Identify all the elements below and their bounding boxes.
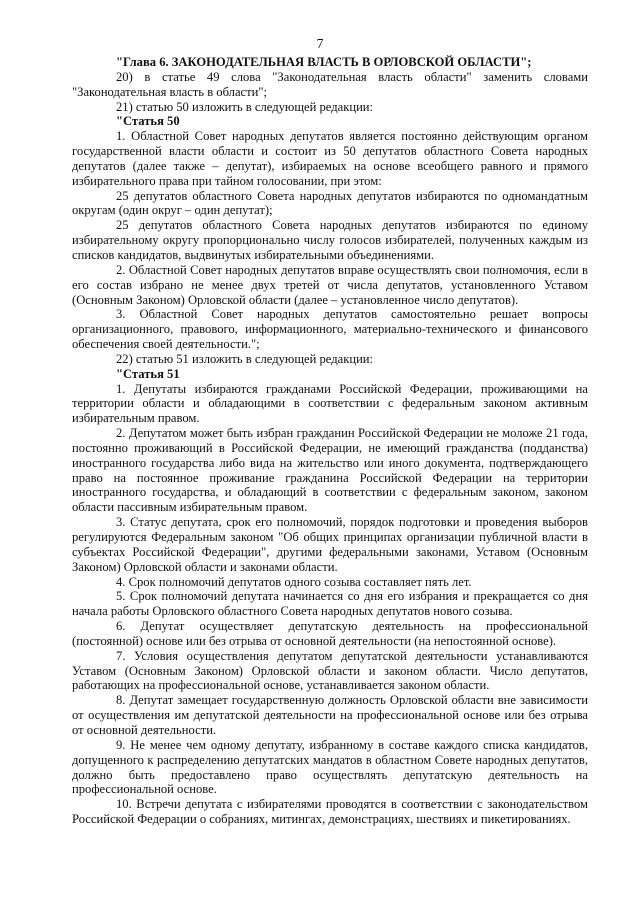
amendment-item: 20) в статье 49 слова "Законодательная власть области" заменить словами "Законодательная власть в области";	[72, 69, 588, 99]
article-paragraph: 7. Условия осуществления депутатом депутатской деятельности устанавливаются Уставом (Основным Законом) Орловской области и законом области. Число депутатов, работающих на профессиональной основе, устанавливается законом области.	[72, 648, 588, 693]
article-paragraph: 1. Областной Совет народных депутатов является постоянно действующим органом государственной власти области и состоит из 50 депутатов областного Совета народных депутатов (далее также – депутат), избираемых на основе всеобщего равного и прямого избирательного права при тайном голосовании, при этом:	[72, 129, 588, 188]
document-body	[72, 55, 588, 827]
article-paragraph: 8. Депутат замещает государственную должность Орловской области вне зависимости от осуществления им депутатской деятельности на профессиональной основе или без отрыва от основной деятельности.	[72, 693, 588, 737]
article-paragraph: 3. Статус депутата, срок его полномочий, порядок подготовки и проведения выборов регулируются Федеральным законом "Об общих принципах организации публичной власти в субъектах Российской Федерации", другими федеральными законами, Уставом (Основным Законом) Орловской области и законами области.	[72, 515, 588, 574]
amendment-item: 22) статью 51 изложить в следующей редакции:	[116, 351, 374, 366]
article-paragraph: 2. Областной Совет народных депутатов вправе осуществлять свои полномочия, если в его состав избрано не менее двух третей от числа депутатов, установленного Уставом (Основным Законом) Орловской области (далее – установленное число депутатов).	[72, 262, 588, 307]
article-paragraph: 10. Встречи депутата с избирателями проводятся в соответствии с законодательством Российской Федерации о собраниях, митингах, демонстрациях, шествиях и пикетированиях.	[72, 797, 588, 827]
article-paragraph: 2. Депутатом может быть избран гражданин Российской Федерации не моложе 21 года, постоянно проживающий в Российской Федерации, не имеющий гражданства (подданства) иностранного государства либо вида на жительство или иного документа, подтверждающего право на постоянное проживание гражданина Российской Федерации на территории иностранного государства, и обладающий в соответствии с федеральным законом, законом области пассивным избирательным правом.	[72, 426, 588, 515]
article-paragraph: 3. Областной Совет народных депутатов самостоятельно решает вопросы организационного, правового, информационного, материально-технического и финансового обеспечения своей деятельности.";	[72, 307, 588, 352]
article-heading: "Статья 51	[116, 366, 180, 381]
article-paragraph: 25 депутатов областного Совета народных депутатов избираются по единому избирательному округу пропорционально числу голосов избирателей, полученных каждым из списков кандидатов, выдвинутых избирательными объединениями.	[72, 218, 588, 262]
amendment-item: 21) статью 50 изложить в следующей редакции:	[116, 99, 374, 114]
article-paragraph: 6. Депутат осуществляет депутатскую деятельность на профессиональной (постоянной) основе или без отрыва от основной деятельности (на непостоянной основе).	[72, 619, 588, 648]
chapter-heading: "Глава 6. ЗАКОНОДАТЕЛЬНАЯ ВЛАСТЬ В ОРЛОВСКОЙ ОБЛАСТИ";	[116, 55, 532, 69]
article-paragraph: 9. Не менее чем одному депутату, избранному в составе каждого списка кандидатов, допущенного к распределению депутатских мандатов в областном Совете народных депутатов, должно быть предоставлено право осуществлять депутатскую деятельность на профессиональной основе.	[72, 737, 588, 797]
page-number: 7	[316, 36, 324, 51]
article-paragraph: 1. Депутаты избираются гражданами Российской Федерации, проживающими на территории области и обладающими в соответствии с федеральным законом активным избирательным правом.	[72, 381, 588, 426]
article-paragraph: 25 депутатов областного Совета народных депутатов избираются по одномандатным округам (один округ – один депутат);	[72, 188, 588, 218]
article-paragraph: 5. Срок полномочий депутата начинается со дня его избрания и прекращается со дня начала работы Орловского областного Совета народных депутатов нового созыва.	[72, 589, 588, 619]
article-paragraph: 4. Срок полномочий депутатов одного созыва составляет пять лет.	[116, 574, 472, 589]
article-heading: "Статья 50	[116, 114, 180, 129]
